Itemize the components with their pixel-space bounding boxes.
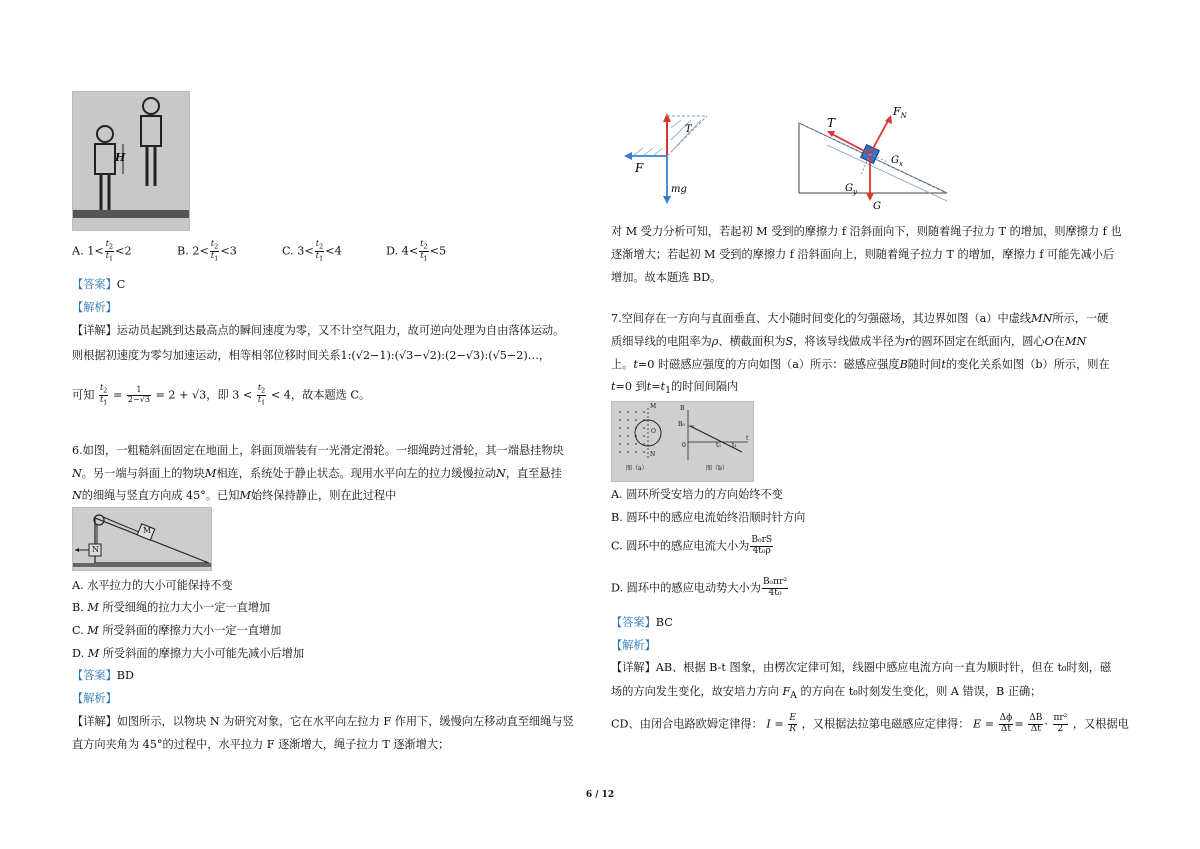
q5-figure-label-h: H	[115, 151, 126, 164]
q7-detail-line-1: 【详解】AB、根据 B-t 图象，由楞次定律可知，线圈中感应电流方向一直为顺时针，但在 t₀时刻，磁	[611, 661, 1112, 674]
q6-answer: 【答案】BD	[72, 669, 134, 682]
q6-stem-line-1: 6.如图，一粗糙斜面固定在地面上，斜面顶端装有一光滑定滑轮。一细绳跨过滑轮，其一端悬挂物块	[72, 444, 564, 457]
q7-detail-line-3: CD、由闭合电路欧姆定律得： I = $\frac{E}{R}$ ，又根据法拉第电磁感应定律得： E = $\frac{\Delta\phi}{\Delta t}$ = $\frac{\Delta B}{\Delta t}$ · $\frac{\text{πr²}}{2}$ ，又根据电	[611, 713, 1129, 734]
q7-figure-label-t0: t₀	[716, 442, 721, 449]
q6-option-a[interactable]: A. 水平拉力的大小可能保持不变	[72, 579, 233, 592]
q6-analysis-tag: 【解析】	[72, 692, 117, 705]
q7-figure-caption-a: 图（a）	[626, 465, 648, 472]
q6-stem-line-3: N的细绳与竖直方向成 45°。已知M始终保持静止，则在此过程中	[72, 489, 397, 502]
q7-answer: 【答案】BC	[611, 616, 673, 629]
q6-option-c[interactable]: C. M 所受斜面的摩擦力大小一定一直增加	[72, 624, 282, 637]
fig1-label-mg: mg	[671, 184, 687, 195]
q7-detail-line-2: 场的方向发生变化，故安培力方向 $F_A$ 的方向在 t₀时刻发生变化，则 A 错误，B 正确；	[611, 685, 1042, 702]
q7-figure-label-t: t	[746, 435, 749, 442]
q5-athlete-figure	[72, 91, 190, 231]
q6-figure-label-n: N	[92, 545, 99, 554]
q6-continue-line-1: 对 M 受力分析可知，若起初 M 受到的摩擦力 f 沿斜面向下，则随着绳子拉力 T 的增加，则摩擦力 f 也	[611, 225, 1122, 238]
q7-option-d[interactable]: D. 圆环中的感应电动势大小为 $\frac{\text{B₀πr²}}{\text{4t₀}}$	[611, 577, 787, 598]
q6-detail-line-2: 直方向夹角为 45°的过程中，水平拉力 F 逐渐增大，绳子拉力 T 逐渐增大；	[72, 738, 450, 751]
q7-figure-caption-b: 图（b）	[706, 465, 728, 472]
q6-detail-line-1: 【详解】如图所示，以物块 N 为研究对象，它在水平向左拉力 F 作用下，缓慢向左移动直至细绳与竖	[72, 715, 574, 728]
fig1-label-t: T	[685, 124, 692, 135]
q7-figure-label-o: O	[651, 428, 656, 435]
q5-option-b[interactable]: B. 2< $\frac{t_2}{t_1}$ <3	[177, 239, 237, 263]
q6-incline-drawing	[73, 508, 211, 570]
page-number: 6 / 12	[585, 790, 615, 800]
q7-figure-label-b0: B₀	[678, 421, 685, 428]
q6-force-diagram-m	[797, 105, 957, 210]
q7-magnetic-field-figure	[611, 401, 754, 482]
q5-analysis-tag: 【解析】	[72, 301, 117, 314]
q6-stem-line-2: N。另一端与斜面上的物块M相连，系统处于静止状态。现用水平向左的拉力缓慢拉动N，直至悬挂	[72, 467, 562, 480]
q6-continue-line-2: 逐渐增大；若起初 M 受到的摩擦力 f 沿斜面向上，则随着绳子拉力 T 的增加，摩擦力 f 可能先减小后	[611, 248, 1115, 261]
q5-detail-line-2: 则根据初速度为零匀加速运动，相等相邻位移时间关系1:(√2−1):(√3−√2):(2−√3):(√5−2)…，	[72, 349, 551, 362]
q6-figure-label-m: M	[143, 526, 152, 535]
fig2-label-g: G	[873, 201, 881, 210]
q7-analysis-tag: 【解析】	[611, 639, 656, 652]
q6-option-b[interactable]: B. M 所受细绳的拉力大小一定一直增加	[72, 601, 271, 614]
fig2-label-gy: $G_y$	[845, 183, 857, 196]
q7-stem-line-1: 7.空间存在一方向与直面垂直、大小随时间变化的匀强磁场，其边界如图（a）中虚线MN所示，一硬	[611, 312, 1109, 325]
q5-athlete-drawing	[73, 92, 189, 230]
q5-detail-line-3: 可知 $\frac{t_2}{t_1}$ = $\frac{1}{2-√3}$ = 2 + √3，即 3 < $\frac{t_2}{t_1}$ < 4，故本题选 C。	[72, 383, 371, 407]
q6-incline-figure	[72, 507, 212, 571]
fig1-label-f: F	[635, 161, 644, 175]
fig2-label-t: T	[827, 116, 836, 130]
q7-figure-label-n: N	[650, 451, 656, 458]
fig2-label-gx: $G_x$	[891, 155, 903, 168]
q5-options	[72, 240, 592, 270]
fig2-label-fn: $F_N$	[893, 105, 907, 120]
q7-figure-label-zero: 0	[682, 442, 686, 449]
q7-option-a[interactable]: A. 圆环所受安培力的方向始终不变	[611, 488, 783, 501]
q7-option-b[interactable]: B. 圆环中的感应电流始终沿顺时针方向	[611, 511, 806, 524]
q5-answer: 【答案】C	[72, 278, 126, 291]
q7-figure-label-b: B	[680, 405, 685, 412]
q5-option-d[interactable]: D. 4< $\frac{t_2}{t_1}$ <5	[386, 239, 447, 263]
q5-detail-line-1: 【详解】运动员起跳到达最高点的瞬间速度为零，又不计空气阻力，故可逆向处理为自由落体运动。	[72, 324, 565, 337]
q5-option-c[interactable]: C. 3< $\frac{t_2}{t_1}$ <4	[282, 239, 342, 263]
q5-option-a[interactable]: A. 1< $\frac{t_2}{t_1}$ <2	[72, 239, 132, 263]
q6-continue-line-3: 增加。故本题选 BD。	[611, 271, 722, 284]
q6-option-d[interactable]: D. M 所受斜面的摩擦力大小可能先减小后增加	[72, 647, 305, 660]
q7-figure-label-t1: t₁	[732, 442, 737, 449]
q7-stem-line-2: 质细导线的电阻率为ρ、横截面积为S，将该导线做成半径为r的圆环固定在纸面内，圆心O在MN	[611, 335, 1087, 348]
q7-stem-line-4: t=0 到$t=t_1$的时间间隔内	[611, 380, 739, 397]
q6-force-diagram-n	[611, 108, 721, 208]
q7-stem-line-3: 上。t=0 时磁感应强度的方向如图（a）所示：磁感应强度B随时间t的变化关系如图（b）所示，则在	[611, 358, 1110, 371]
q7-figure-label-m: M	[650, 403, 657, 410]
q7-option-c[interactable]: C. 圆环中的感应电流大小为 $\frac{\text{B₀rS}}{\text{4t₀ρ}}$	[611, 535, 773, 556]
